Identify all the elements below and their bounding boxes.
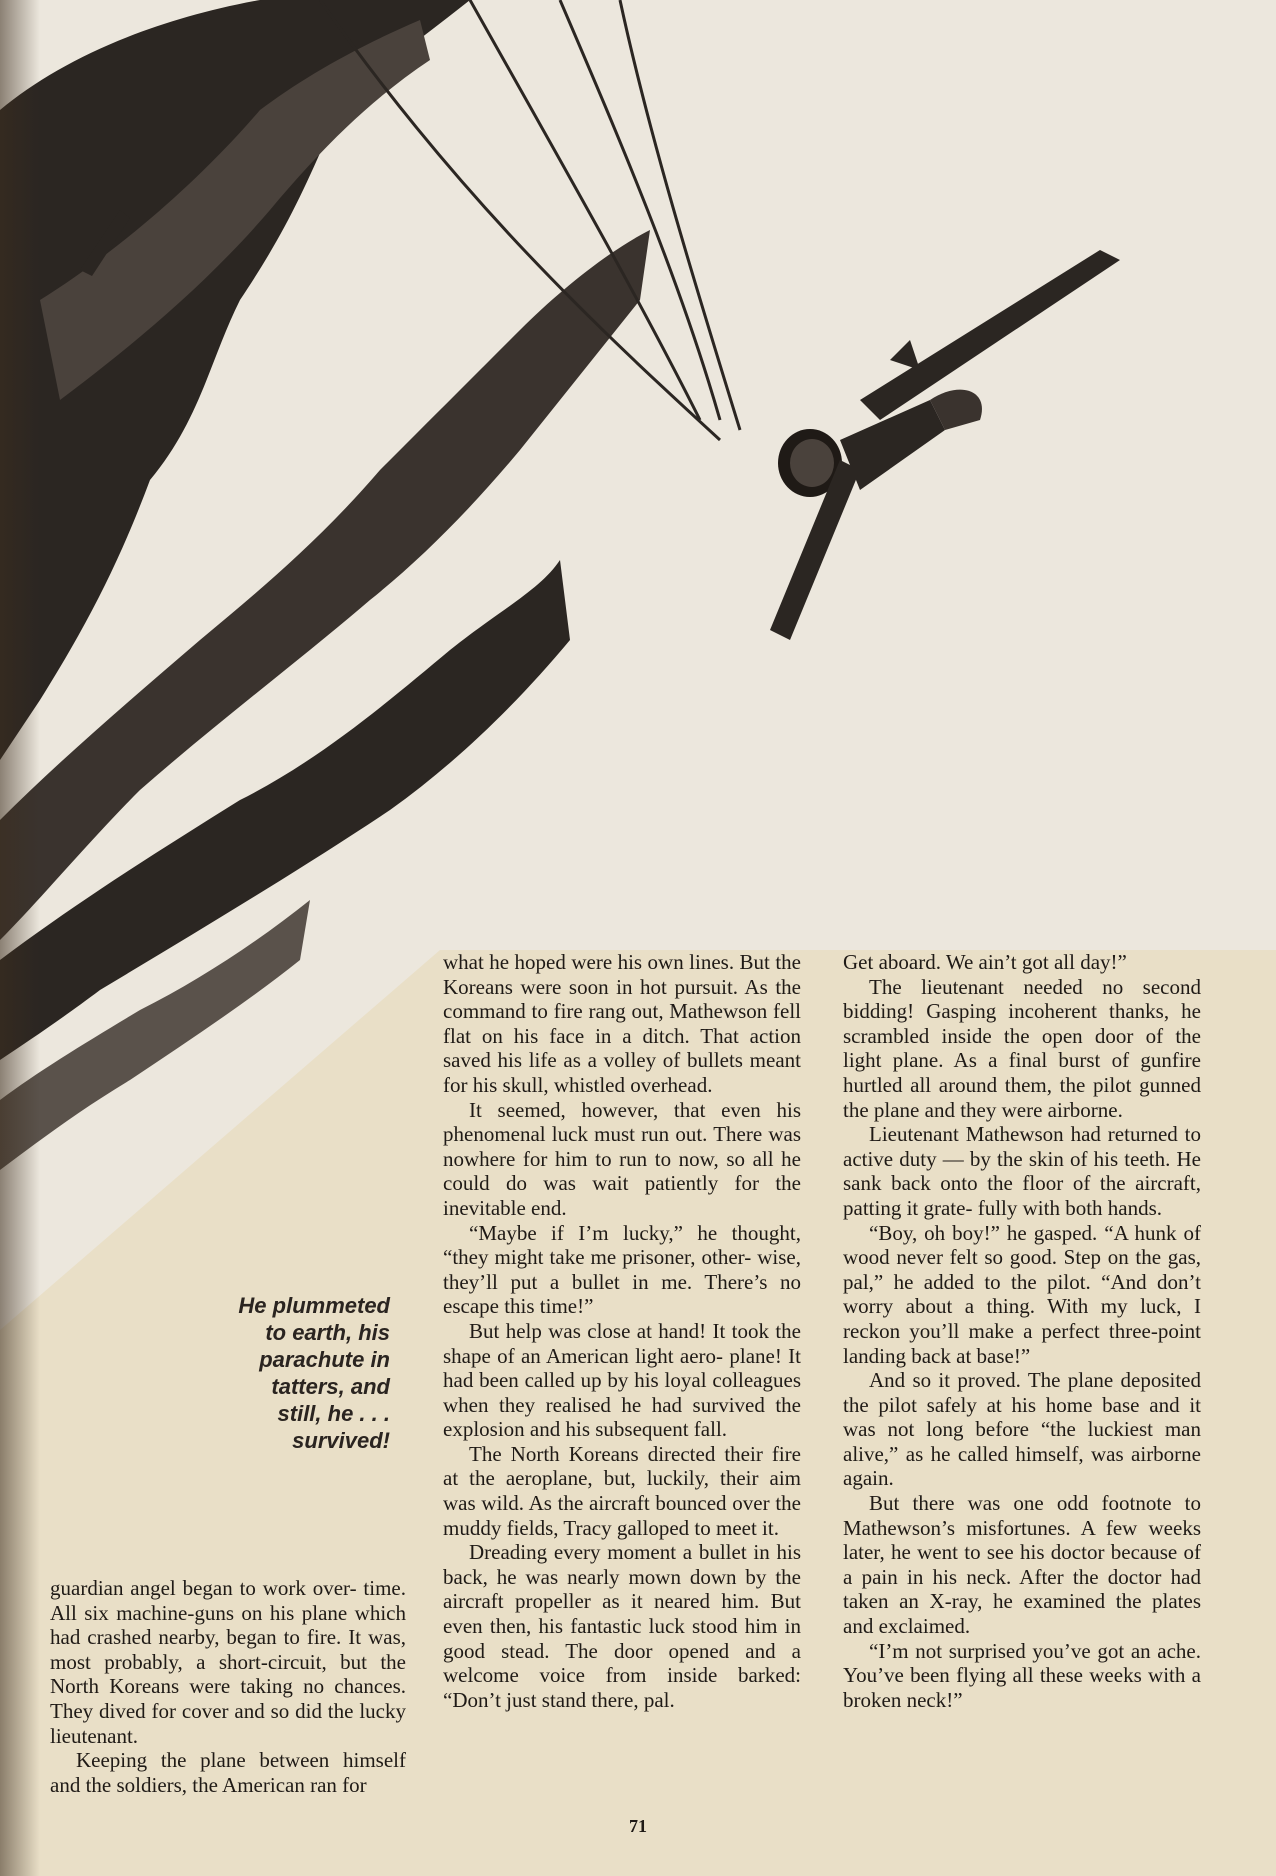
paragraph: guardian angel began to work over- time. All six machine-guns on his plane which had crashed nearby, began to fire. It was, most probably, a short-circuit, but the North Koreans were taking no chances. They dived for cover and so did the lucky lieutenant. (50, 1576, 406, 1748)
caption-line: parachute in (259, 1347, 390, 1372)
article-column-3 (843, 950, 1201, 1712)
paragraph: “Maybe if I’m lucky,” he thought, “they might take me prisoner, other- wise, they’ll put a bullet in me. There’s no escape this time!” (443, 1220, 801, 1319)
paragraph: But help was close at hand! It took the shape of an American light aero- plane! It had been called up by his loyal colleagues when they realised he had survived the explosion and his subsequent fall. (443, 1318, 801, 1442)
paragraph: what he hoped were his own lines. But the Koreans were soon in hot pursuit. As the command to fire rang out, Mathewson fell flat on his face in a ditch. That action saved his life as a volley of bullets meant for his skull, whistled overhead. (443, 950, 801, 1097)
paragraph: “Boy, oh boy!” he gasped. “A hunk of wood never felt so good. Step on the gas, pal,” he added to the pilot. “And don’t worry about a thing. With my luck, I reckon you’ll make a perfect three-point landing back at base!” (843, 1220, 1201, 1368)
caption-line: to earth, his (265, 1320, 390, 1345)
paragraph: And so it proved. The plane deposited the pilot safely at his home base and it was not long before “the luckiest man alive,” as he called himself, was airborne again. (843, 1368, 1201, 1491)
paragraph: Dreading every moment a bullet in his back, he was nearly mown down by the aircraft propeller as it neared him. But even then, his fantastic luck stood him in good stead. The door opened and a welcome voice from inside barked: “Don’t just stand there, pal. (443, 1540, 801, 1712)
caption-line: He plummeted (238, 1293, 390, 1318)
paragraph: It seemed, however, that even his phenomenal luck must run out. There was nowhere for him to run to now, so all he could do was wait patiently for the inevitable end. (443, 1097, 801, 1220)
paragraph: But there was one odd footnote to Mathewson’s misfortunes. A few weeks later, he went to see his doctor because of a pain in his neck. After the doctor had taken an X-ray, he examined the plates and exclaimed. (843, 1491, 1201, 1639)
paragraph: “I’m not surprised you’ve got an ache. You’ve been flying all these weeks with a broken neck!” (843, 1638, 1201, 1712)
caption-line: survived! (292, 1428, 390, 1453)
illustration-caption (150, 1292, 390, 1454)
article-column-2 (443, 950, 801, 1712)
article-column-1 (50, 1576, 406, 1797)
paragraph: Get aboard. We ain’t got all day!” (843, 950, 1127, 974)
paragraph: Lieutenant Mathewson had returned to active duty — by the skin of his teeth. He sank back onto the floor of the aircraft, patting it grate- fully with both hands. (843, 1122, 1201, 1220)
page-gutter-shadow (0, 0, 40, 1876)
page-number: 71 (629, 1816, 647, 1836)
paragraph: Keeping the plane between himself and the soldiers, the American ran for (50, 1748, 406, 1797)
caption-line: tatters, and (271, 1374, 390, 1399)
caption-line: still, he . . . (277, 1401, 390, 1426)
paragraph: The lieutenant needed no second bidding! Gasping incoherent thanks, he scrambled inside the open door of the light plane. As a final burst of gunfire hurtled all around them, the pilot gunned the plane and they were airborne. (843, 974, 1201, 1122)
paragraph: The North Koreans directed their fire at the aeroplane, but, luckily, their aim was wild. As the aircraft bounced over the muddy fields, Tracy galloped to meet it. (443, 1441, 801, 1540)
